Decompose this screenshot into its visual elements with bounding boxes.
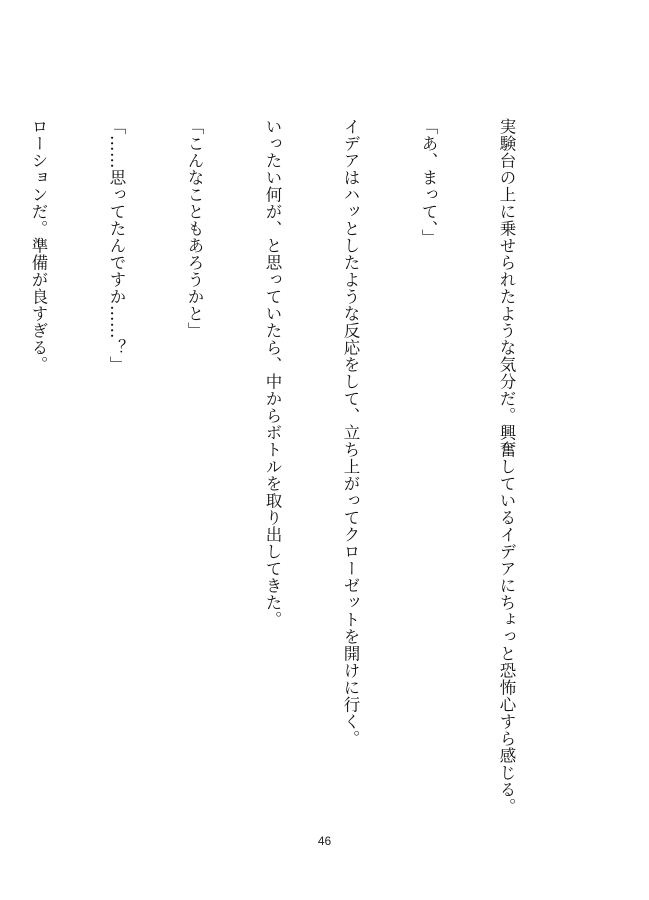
text-line: 実験台の上に乗せられたような気分だ。興奮しているイデアにちょっと恐怖心すら感じる。 — [497, 118, 516, 815]
text-line: 「こんなこともあろうかと」 — [185, 118, 204, 339]
text-line: 「あ、まって、」 — [419, 118, 438, 246]
text-line: イデアはハッとしたような反応をして、立ち上がってクローゼットを開けに行く。 — [341, 118, 360, 747]
text-line: いったい何が、と思っていたら、中からボトルを取り出してきた。 — [263, 118, 282, 628]
text-line: ローションだ。準備が良すぎる。 — [29, 118, 48, 373]
vertical-text-body — [0, 118, 571, 815]
text-line: 「……思ってたんですか……？」 — [107, 118, 126, 373]
page-number: 46 — [317, 834, 332, 848]
